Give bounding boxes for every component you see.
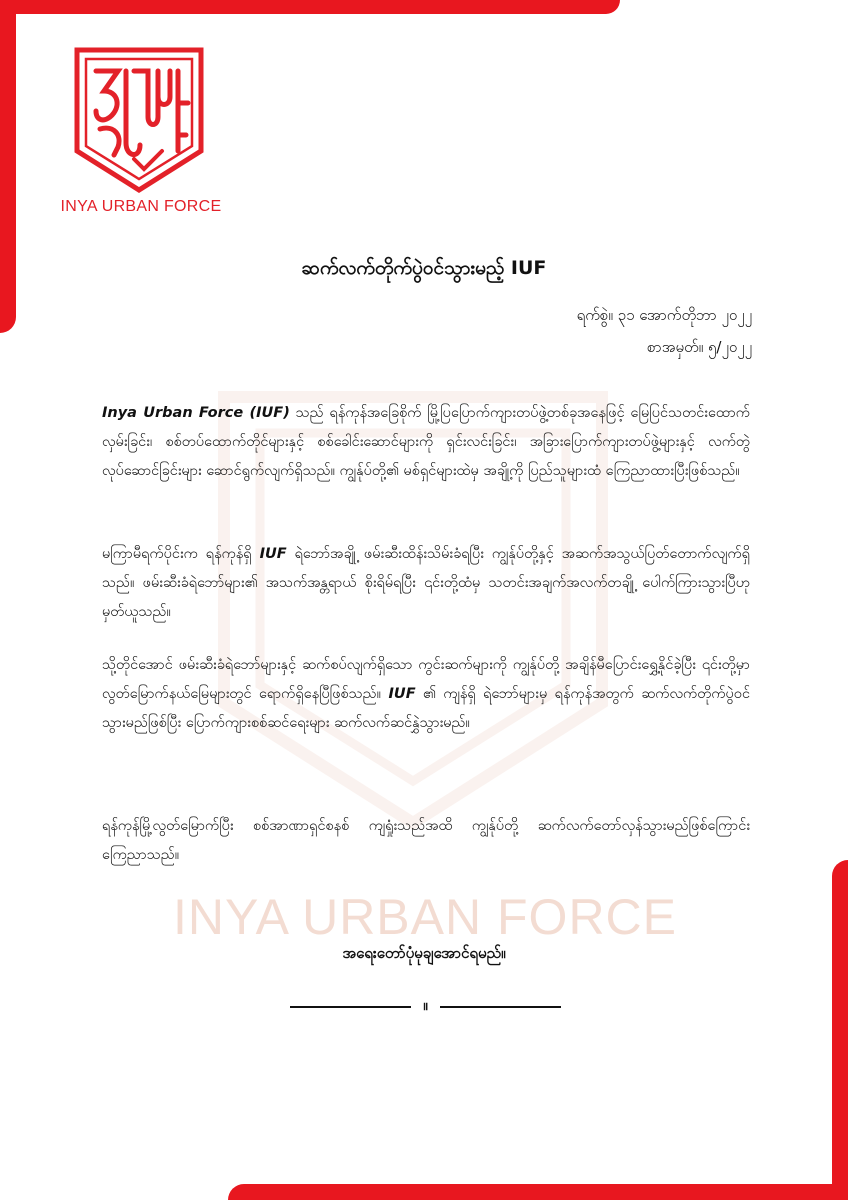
paragraph-1-text: သည် ရန်ကုန်အခြေစိုက် မြို့ပြပြောက်ကျားတပ်ဖွဲ့တစ်ခုအနေဖြင့် မြေပြင်သတင်းထောက်လှမ်းခြင်း၊ စစ်တပ်ထောက်တိုင်များနှင့် စစ်ခေါင်းဆောင်များကို ရှင်းလင်းခြင်း၊ အခြားပြောက်ကျားတပ်ဖွဲ့များနှင့် လက်တွဲလုပ်ဆောင်ခြင်းများ ဆောင်ရွက်လျက်ရှိသည်။ ကျွန်ုပ်တို့၏ မစ်ရှင်များထဲမှ အချို့ကို ပြည်သူများထံ ကြေညာထားပြီးဖြစ်သည်။ bbox=[102, 405, 750, 479]
paragraph-4-text: ရန်ကုန်မြို့လွတ်မြောက်ပြီး စစ်အာဏာရှင်စနစ် ကျရှုံးသည်အထိ ကျွန်ုပ်တို့ ဆက်လက်တော်လှန်သွားမည်ဖြစ်ကြောင်း ကြေညာသည်။ bbox=[102, 818, 750, 863]
signature-separator: ။ bbox=[423, 995, 428, 1014]
paragraph-3-iuf: IUF bbox=[388, 686, 416, 702]
paragraph-3-before: သို့တိုင်အောင် ဖမ်းဆီးခံရဲဘော်များနှင့် ဆက်စပ်လျက်ရှိသော ကွင်းဆက်များကို ကျွန်ုပ်တို့ အချိန်မီပြောင်းရွှေ့နိုင်ခဲ့ပြီး ၎င်းတို့မှာ လွတ်မြောက်နယ်မြေများတွင် ရောက်ရှိနေပြီဖြစ်သည်။ bbox=[102, 657, 750, 702]
logo-caption: INYA URBAN FORCE bbox=[60, 198, 222, 215]
closing-slogan: အရေးတော်ပုံမုချအောင်ရမည်။ bbox=[342, 944, 506, 962]
document-date: ရက်စွဲ။ ၃၁ အောက်တိုဘာ ၂၀၂၂ bbox=[576, 306, 752, 324]
document-reference-number: စာအမှတ်။ ၅/၂၀၂၂ bbox=[647, 338, 752, 356]
paragraph-1 bbox=[102, 399, 750, 486]
watermark-text: INYA URBAN FORCE bbox=[172, 889, 678, 945]
signature-line-right bbox=[440, 1006, 561, 1008]
paragraph-2-before: မကြာမီရက်ပိုင်းက ရန်ကုန်ရှိ bbox=[102, 546, 260, 562]
frame-right-bar bbox=[832, 860, 848, 1200]
paragraph-3-after: ၏ ကျန်ရှိ ရဲဘော်များမှ ရန်ကုန်အတွက် ဆက်လက်တိုက်ပွဲဝင်သွားမည်ဖြစ်ပြီး ပြောက်ကျားစစ်ဆင်ရေးများ ဆက်လက်ဆင်နွှဲသွားမည်။ bbox=[102, 686, 750, 731]
paragraph-2-iuf: IUF bbox=[259, 546, 287, 562]
paragraph-2-after: ရဲဘော်အချို့ ဖမ်းဆီးထိန်းသိမ်းခံရပြီး ကျွန်ုပ်တို့နှင့် အဆက်အသွယ်ပြတ်တောက်လျက်ရှိသည်။ ဖမ်းဆီးခံရဲဘော်များ၏ အသက်အန္တရာယ် စိုးရိမ်ရပြီး ၎င်းတို့ထံမှ သတင်းအချက်အလက်တချို့ ပေါက်ကြားသွားပြီဟု မှတ်ယူသည်။ bbox=[102, 546, 750, 620]
paragraph-2 bbox=[102, 540, 750, 627]
signature-line-left bbox=[290, 1006, 411, 1008]
paragraph-3 bbox=[102, 651, 750, 738]
frame-bottom-bar bbox=[228, 1184, 848, 1200]
iuf-logo-emblem bbox=[74, 47, 204, 193]
frame-top-left-bar bbox=[0, 0, 620, 14]
paragraph-4 bbox=[102, 812, 750, 870]
document-title: ဆက်လက်တိုက်ပွဲဝင်သွားမည့် IUF bbox=[301, 257, 547, 279]
organisation-name: Inya Urban Force (IUF) bbox=[102, 405, 290, 421]
